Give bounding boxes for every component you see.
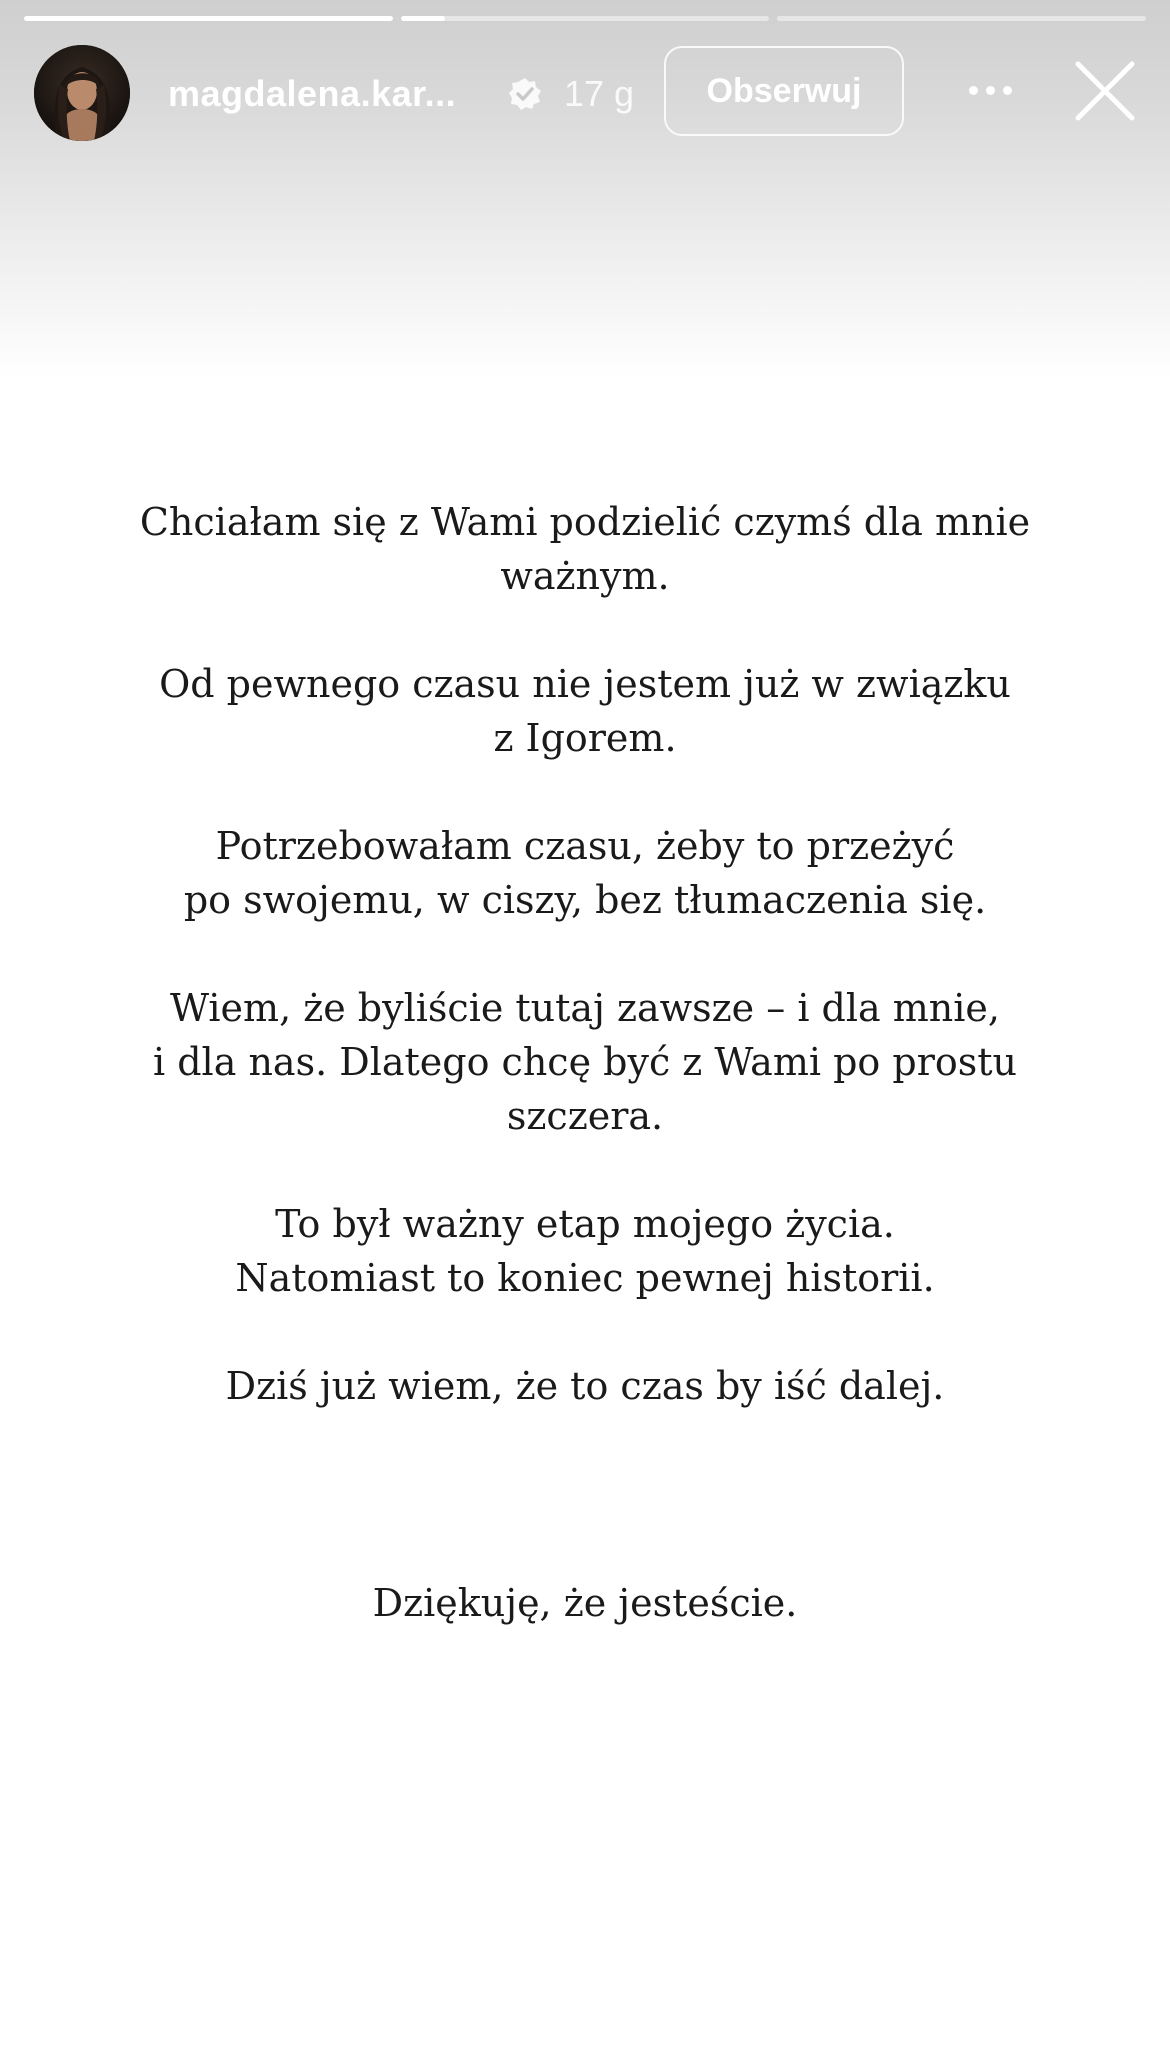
message-paragraph: [85, 1197, 1085, 1305]
closing-line: Dziękuję, że jesteście.: [372, 1581, 798, 1625]
message-paragraph: [85, 981, 1085, 1143]
message-line: To był ważny etap mojego życia.: [275, 1202, 895, 1246]
message-line: Chciałam się z Wami podzielić czymś dla mnie: [139, 500, 1031, 544]
avatar[interactable]: [34, 45, 130, 141]
message-line: Wiem, że byliście tutaj zawsze – i dla mnie,: [170, 986, 1000, 1030]
message-line: Dziś już wiem, że to czas by iść dalej.: [225, 1364, 945, 1408]
story-message: [85, 495, 1085, 1467]
message-line: z Igorem.: [493, 716, 677, 760]
story-timestamp: 17 g: [564, 73, 635, 114]
progress-segment-2: [401, 16, 770, 21]
close-icon[interactable]: [1074, 60, 1136, 122]
message-line: ważnym.: [500, 554, 670, 598]
story-progress-bar: [24, 16, 1146, 21]
progress-segment-1: [24, 16, 393, 21]
verified-badge-icon: [508, 77, 542, 111]
message-line: szczera.: [506, 1094, 664, 1138]
follow-button[interactable]: Obserwuj: [664, 46, 904, 136]
username[interactable]: magdalena.kar...: [168, 73, 457, 114]
story-header: [34, 45, 1144, 141]
more-dots-icon[interactable]: [960, 65, 1020, 115]
message-line: i dla nas. Dlatego chcę być z Wami po prostu: [153, 1040, 1017, 1084]
message-line: Potrzebowałam czasu, żeby to przeżyć: [215, 824, 955, 868]
dot: [986, 86, 995, 95]
message-line: Od pewnego czasu nie jestem już w związku: [159, 662, 1011, 706]
message-line: po swojemu, w ciszy, bez tłumaczenia się.: [183, 878, 987, 922]
message-paragraph: [85, 657, 1085, 765]
dot: [969, 86, 978, 95]
message-paragraph: [85, 1359, 1085, 1413]
dot: [1003, 86, 1012, 95]
message-paragraph: [85, 819, 1085, 927]
progress-segment-3: [777, 16, 1146, 21]
message-line: Natomiast to koniec pewnej historii.: [235, 1256, 935, 1300]
message-paragraph: [85, 495, 1085, 603]
